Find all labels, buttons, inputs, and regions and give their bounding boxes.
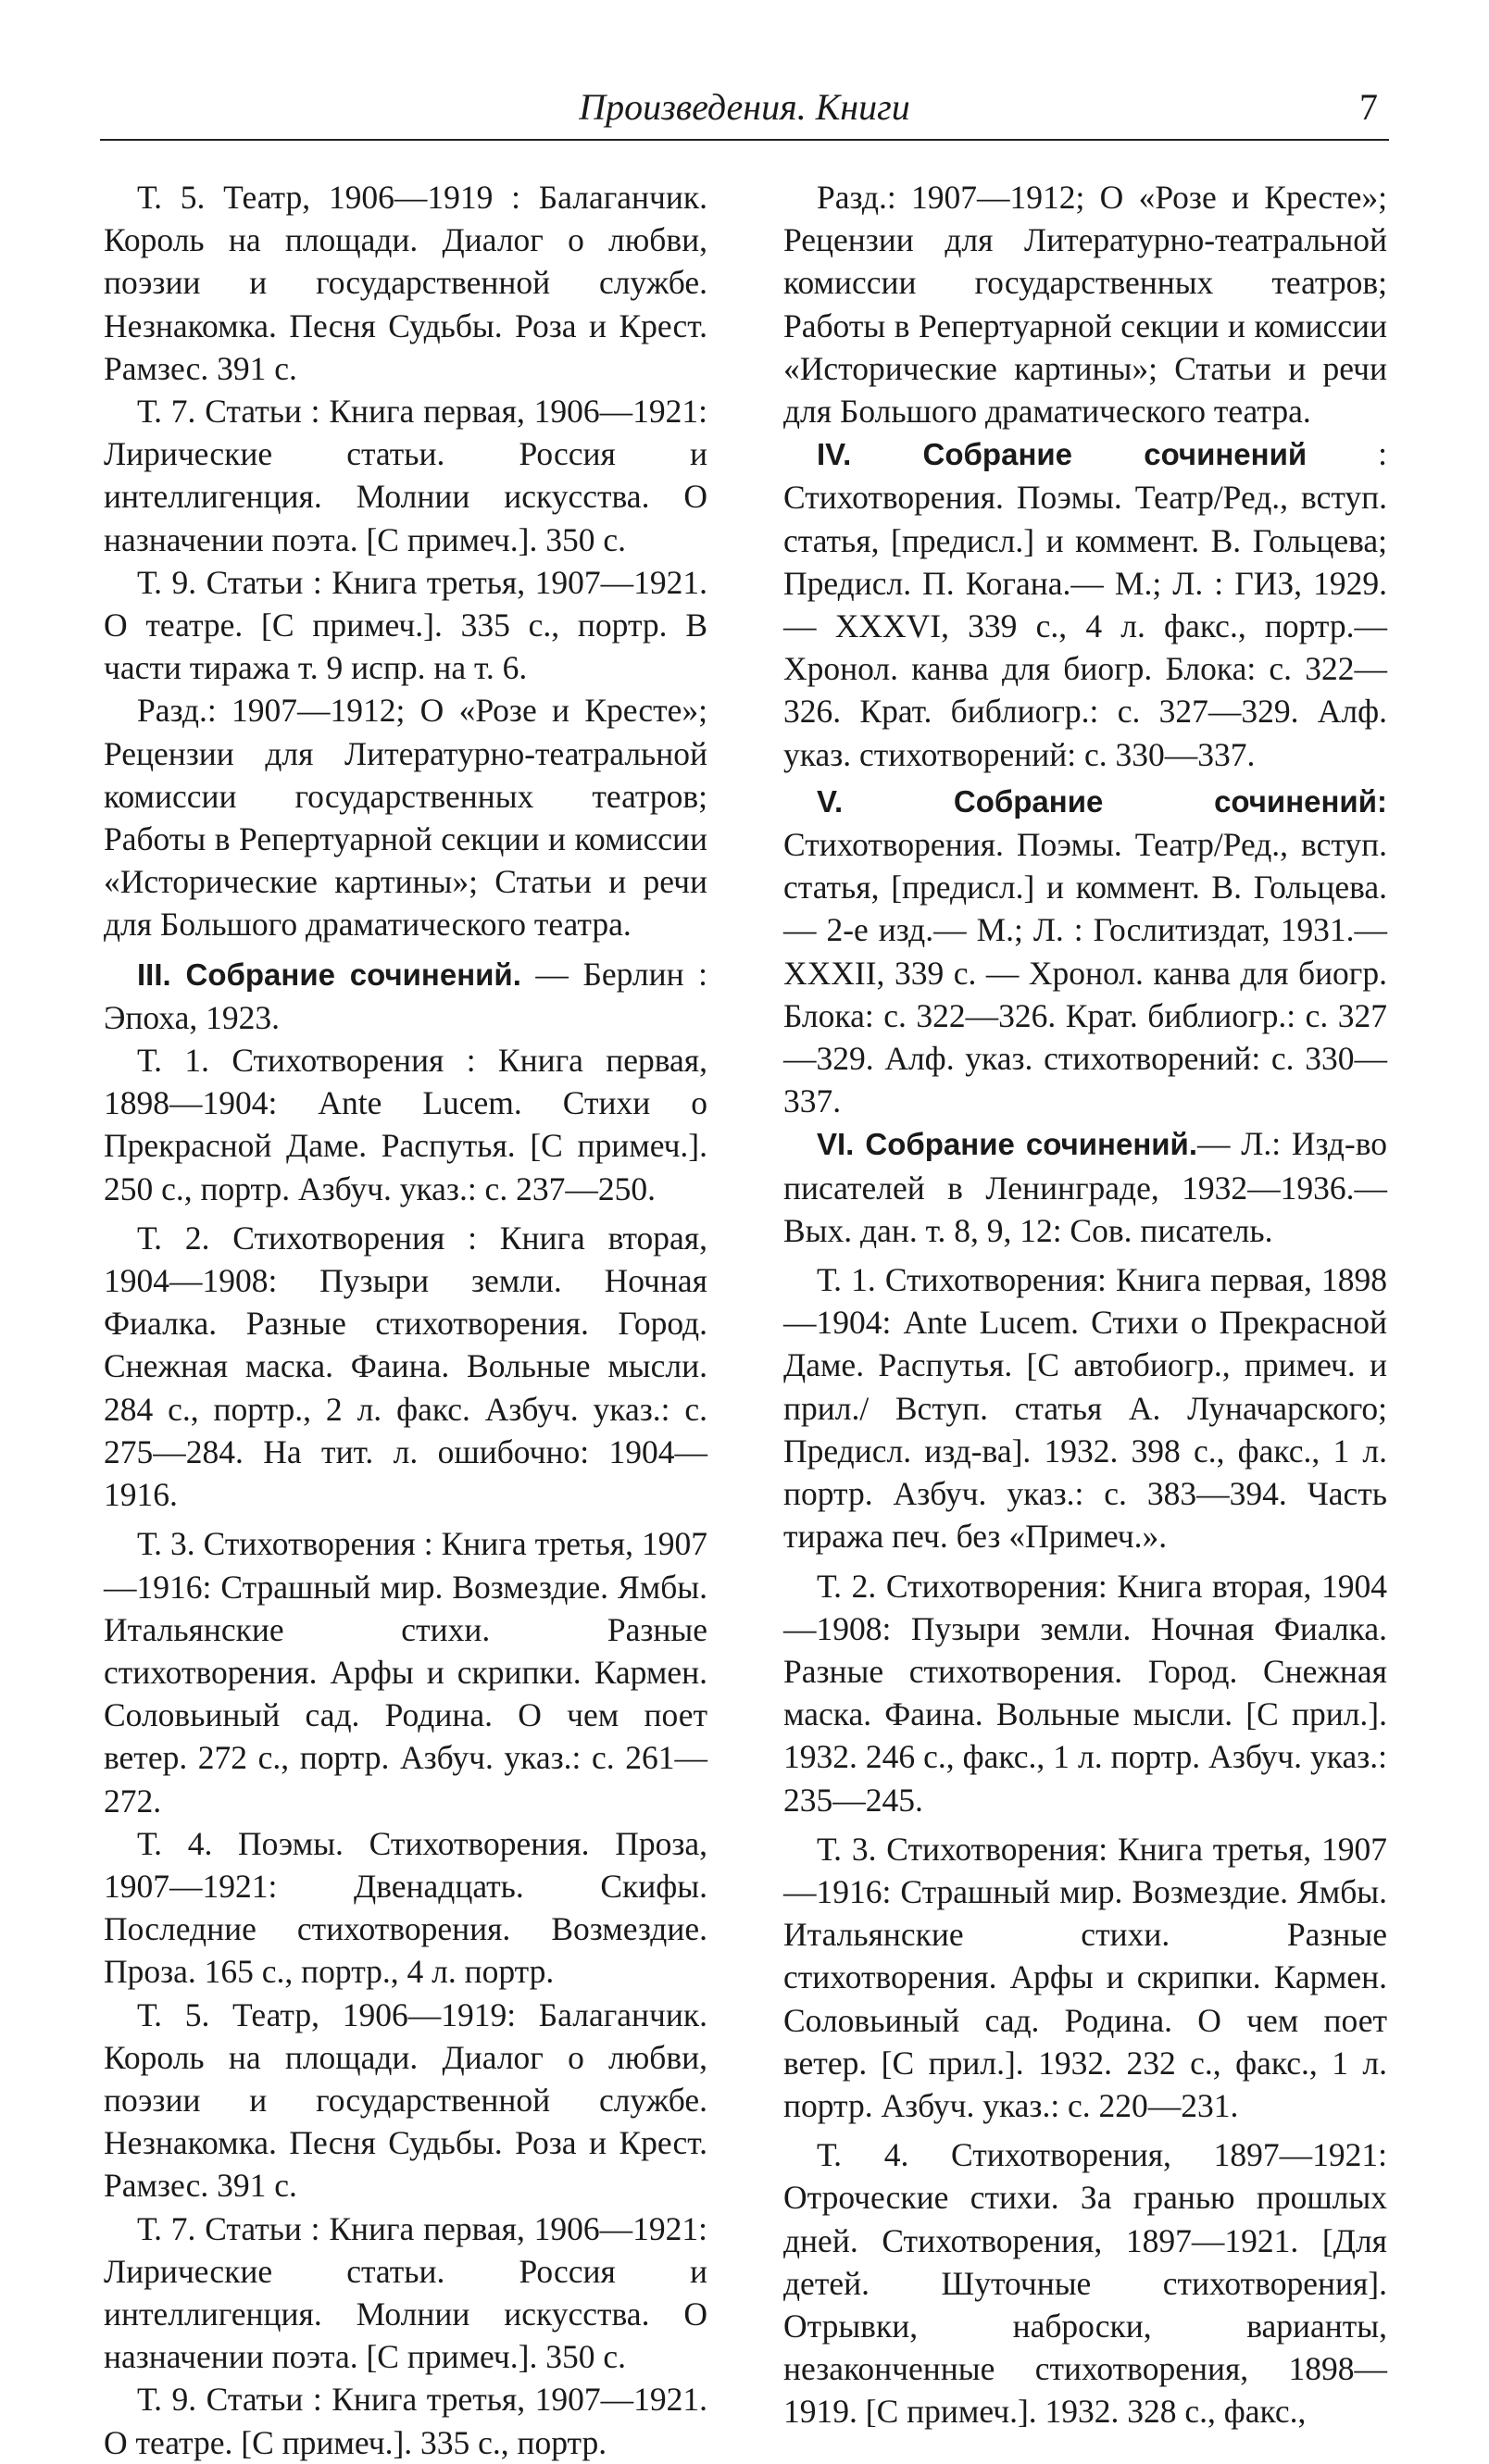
bibliography-entry: Т. 2. Стихотворения : Книга вторая, 1904—1908: Пузыри земли. Ночная Фиалка. Разные стихотворения. Город. Снежная маска. Фаина. Вольные мысли. 284 с., портр., 2 л. факс. Азбуч. указ.: с. 275—284. На тит. л. ошибочно: 1904—1916. — [104, 1219, 707, 1514]
left-column — [104, 176, 707, 2464]
bibliography-entry: Т. 2. Стихотворения: Книга вторая, 1904—1908: Пузыри земли. Ночная Фиалка. Разные стихотворения. Город. Снежная маска. Фаина. Вольные мысли. [С прил.]. 1932. 246 с., факс., 1 л. портр. Азбуч. указ.: 235—245. — [783, 1567, 1387, 1819]
edition-title: III. Собрание сочинений. — [137, 957, 521, 992]
page-header — [100, 85, 1389, 141]
edition-title: V. Собрание сочинений: — [817, 783, 1387, 819]
bibliography-entry: Т. 3. Стихотворения: Книга третья, 1907—1916: Страшный мир. Возмездие. Ямбы. Итальянские стихи. Разные стихотворения. Арфы и скрипки. Кармен. Соловьиный сад. Родина. О чем поет ветер. [С прил.]. 1932. 232 с., факс., 1 л. портр. Азбуч. указ.: с. 220—231. — [783, 1830, 1387, 2124]
bibliography-entry: Т. 4. Стихотворения, 1897—1921: Отроческие стихи. За гранью прошлых дней. Стихотворения, 1897—1921. [Для детей. Шуточные стихотворения]. Отрывки, наброски, варианты, незаконченные стихотворения, 1898—1919. [С примеч.]. 1932. 328 с., факс., — [783, 2136, 1387, 2431]
edition-title: IV. Собрание сочинений — [817, 437, 1308, 472]
bibliography-entry: Т. 7. Статьи : Книга первая, 1906—1921: Лирические статьи. Россия и интеллигенция. Молнии искусства. О назначении поэта. [С примеч.]. 350 с. — [104, 2209, 707, 2376]
bibliography-entry: Т. 4. Поэмы. Стихотворения. Проза, 1907—1921: Двенадцать. Скифы. Последние стихотворения. Возмездие. Проза. 165 с., портр., 4 л. портр. — [104, 1824, 707, 1991]
bibliography-entry: Т. 1. Стихотворения : Книга первая, 1898—1904: Ante Lucem. Стихи о Прекрасной Даме. Распутья. [С примеч.]. 250 с., портр. Азбуч. указ.: с. 237—250. — [104, 1042, 707, 1207]
right-column — [783, 176, 1387, 2433]
edition-details: Стихотворения. Поэмы. Театр/Ред., вступ. статья, [предисл.] и коммент. В. Гольцева.— 2-е изд.— М.; Л. : Гослитиздат, 1931.— XXXII, 339 с. — Хронол. канва для биогр. Блока: с. 322—326. Крат. библиогр.: с. 327—329. Алф. указ. стихотворений: с. 330—337. — [783, 826, 1387, 1120]
bibliography-entry: Т. 3. Стихотворения : Книга третья, 1907—1916: Страшный мир. Возмездие. Ямбы. Итальянские стихи. Разные стихотворения. Арфы и скрипки. Кармен. Соловьиный сад. Родина. О чем поет ветер. 272 с., портр. Азбуч. указ.: с. 261—272. — [104, 1525, 707, 1820]
running-title: Произведения. Книги — [579, 86, 910, 128]
bibliography-entry-heading — [783, 780, 1387, 1123]
edition-details: : Стихотворения. Поэмы. Театр/Ред., вступ. статья, [предисл.] и коммент. В. Гольцева; Предисл. П. Когана.— М.; Л. : ГИЗ, 1929.— XXXVI, 339 с., 4 л. факс., портр.— Хронол. канва для биогр. Блока: с. 322—326. Крат. библиогр.: с. 327—329. Алф. указ. стихотворений: с. 330—337. — [783, 435, 1387, 773]
bibliography-entry-heading — [104, 953, 707, 1039]
bibliography-entry: Разд.: 1907—1912; О «Розе и Кресте»; Рецензии для Литературно-театральной комиссии государственных театров; Работы в Репертуарной секции и комиссии «Исторические картины»; Статьи и речи для Большого драматического театра. — [783, 179, 1387, 431]
edition-title: VI. Собрание сочинений. — [817, 1127, 1197, 1162]
bibliography-entry-heading — [783, 432, 1387, 776]
bibliography-entry: Т. 5. Театр, 1906—1919 : Балаганчик. Король на площади. Диалог о любви, поэзии и государственной службе. Незнакомка. Песня Судьбы. Роза и Крест. Рамзес. 391 с. — [104, 179, 707, 387]
edition-details: — Берлин : Эпоха, 1923. — [104, 955, 708, 1036]
bibliography-entry: Т. 9. Статьи : Книга третья, 1907—1921. О театре. [С примеч.]. 335 с., портр. — [104, 2381, 707, 2461]
bibliography-entry: Т. 7. Статьи : Книга первая, 1906—1921: Лирические статьи. Россия и интеллигенция. Молнии искусства. О назначении поэта. [С примеч.]. 350 с. — [104, 393, 707, 558]
bibliography-entry: Разд.: 1907—1912; О «Розе и Кресте»; Рецензии для Литературно-театральной комиссии государственных театров; Работы в Репертуарной секции и комиссии «Исторические картины»; Статьи и речи для Большого драматического театра. — [104, 692, 707, 944]
bibliography-entry: Т. 5. Театр, 1906—1919: Балаганчик. Король на площади. Диалог о любви, поэзии и государственной службе. Незнакомка. Песня Судьбы. Роза и Крест. Рамзес. 391 с. — [104, 1995, 707, 2205]
bibliography-entry: Т. 1. Стихотворения: Книга первая, 1898—1904: Ante Lucem. Стихи о Прекрасной Даме. Распутья. [С автобиогр., примеч. и прил./ Вступ. статья А. Луначарского; Предисл. изд-ва]. 1932. 398 с., факс., 1 л. портр. Азбуч. указ.: с. 383—394. Часть тиража печ. без «Примеч.». — [783, 1261, 1387, 1556]
edition-details: — Л.: Изд-во писателей в Ленинграде, 1932—1936.— Вых. дан. т. 8, 9, 12: Сов. писатель. — [783, 1125, 1387, 1249]
bibliography-entry-heading — [783, 1122, 1387, 1252]
page-number: 7 — [1359, 86, 1378, 128]
bibliography-entry: Т. 9. Статьи : Книга третья, 1907—1921. О театре. [С примеч.]. 335 с., портр. В части тиража т. 9 испр. на т. 6. — [104, 563, 707, 687]
